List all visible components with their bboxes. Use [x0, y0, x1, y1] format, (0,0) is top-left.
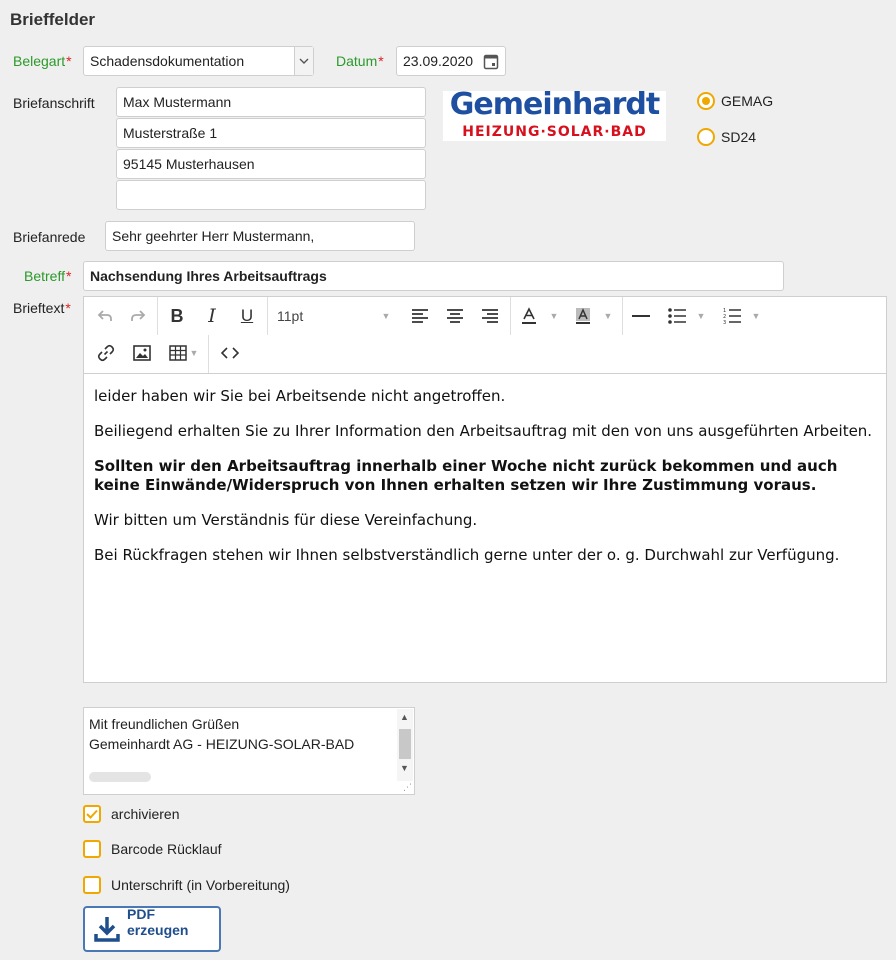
chevron-down-icon[interactable]: ▼ [381, 311, 391, 321]
betreff-label: Betreff* [24, 268, 72, 284]
svg-text:3: 3 [723, 320, 727, 325]
resize-handle-icon[interactable]: ⋰ [403, 782, 412, 792]
section-title: Brieffelder [10, 10, 96, 29]
align-left-icon[interactable] [409, 305, 431, 327]
checkbox-checked[interactable] [83, 805, 101, 823]
briefanrede-label: Briefanrede [13, 229, 86, 245]
radio-gemag[interactable] [697, 92, 773, 110]
belegart-select[interactable] [83, 46, 314, 76]
betreff-input[interactable]: Nachsendung Ihres Arbeitsauftrags [83, 261, 784, 291]
chevron-down-icon[interactable]: ▼ [603, 311, 613, 321]
chevron-down-icon[interactable]: ▼ [696, 311, 706, 321]
paragraph: leider haben wir Sie bei Arbeitsende nicht angetroffen. [94, 387, 506, 405]
radio-sd24[interactable] [697, 128, 756, 146]
chevron-down-icon[interactable]: ▼ [549, 311, 559, 321]
numbered-list-icon[interactable] [721, 305, 743, 327]
scrollbar-thumb[interactable] [399, 729, 411, 759]
briefanschrift-label: Briefanschrift [13, 95, 95, 111]
radio-gemag-label: GEMAG [721, 93, 774, 109]
briefanrede-input[interactable]: Sehr geehrter Herr Mustermann, [105, 221, 415, 251]
table-icon[interactable] [167, 342, 189, 364]
brieftext-label: Brieftext* [13, 300, 71, 316]
italic-icon[interactable]: I [208, 305, 216, 327]
align-center-icon[interactable] [444, 305, 466, 327]
closing-line-2: Gemeinhardt AG - HEIZUNG-SOLAR-BAD [89, 736, 355, 752]
font-size-select[interactable]: 11pt [277, 308, 304, 324]
scroll-up-icon[interactable]: ▲ [400, 712, 409, 722]
paragraph: Beiliegend erhalten Sie zu Ihrer Information den Arbeitsauftrag mit den von uns ausgeführten Arbeiten. [94, 422, 873, 440]
chevron-down-icon[interactable]: ▼ [751, 311, 761, 321]
pdf-button-label: PDF erzeugen [127, 906, 189, 938]
logo-tagline: HEIZUNG·SOLAR·BAD [462, 124, 647, 140]
datum-field[interactable] [396, 46, 506, 76]
image-icon[interactable] [131, 342, 153, 364]
checkbox-unterschrift[interactable] [83, 876, 290, 894]
horizontal-line-icon[interactable] [630, 305, 652, 327]
editor-toolbar [84, 297, 886, 374]
belegart-value: Schadensdokumentation [90, 53, 245, 69]
redo-icon[interactable] [127, 305, 149, 327]
checkbox-barcode-label: Barcode Rücklauf [111, 841, 222, 857]
checkbox-unchecked[interactable] [83, 876, 101, 894]
paragraph: Bei Rückfragen stehen wir Ihnen selbstverständlich gerne unter der o. g. Durchwahl zur Verfügung. [94, 546, 840, 564]
checkbox-barcode-ruecklauf[interactable] [83, 840, 222, 858]
editor-content[interactable] [94, 387, 879, 581]
company-logo [443, 87, 666, 141]
closing-textarea[interactable] [83, 707, 415, 795]
radio-circle-selected[interactable] [697, 92, 715, 110]
text-color-icon[interactable] [518, 305, 540, 327]
address-line-3[interactable]: 95145 Musterhausen [116, 149, 426, 179]
chevron-down-icon[interactable] [294, 47, 313, 75]
scroll-down-icon[interactable]: ▼ [400, 763, 409, 773]
align-right-icon[interactable] [479, 305, 501, 327]
textarea-scrollbar[interactable] [397, 709, 413, 781]
underline-icon[interactable]: U [240, 306, 254, 325]
datum-value: 23.09.2020 [403, 53, 474, 69]
bold-icon[interactable]: B [170, 305, 184, 326]
datum-label: Datum* [336, 53, 384, 69]
source-code-icon[interactable] [218, 342, 242, 364]
paragraph: Wir bitten um Verständnis für diese Vereinfachung. [94, 511, 478, 529]
rich-text-editor[interactable] [83, 296, 887, 683]
background-color-icon[interactable] [572, 305, 594, 327]
logo-name: Gemeinhardt [449, 87, 660, 122]
radio-sd24-label: SD24 [721, 129, 757, 145]
checkbox-unchecked[interactable] [83, 840, 101, 858]
calendar-icon[interactable] [483, 53, 499, 73]
svg-text:2: 2 [723, 314, 727, 320]
chevron-down-icon[interactable]: ▼ [189, 348, 199, 358]
undo-icon[interactable] [94, 305, 116, 327]
address-line-2[interactable]: Musterstraße 1 [116, 118, 426, 148]
download-icon [94, 915, 120, 943]
paragraph-bold: Sollten wir den Arbeitsauftrag innerhalb einer Woche nicht zurück bekommen und auch keine Einwände/Widerspruch von Ihnen erhalten setzen wir Ihre Zustimmung voraus. [94, 457, 838, 494]
closing-line-1: Mit freundlichen Grüßen [89, 716, 240, 732]
checkbox-archivieren-label: archivieren [111, 806, 180, 822]
belegart-label: Belegart* [13, 53, 72, 69]
radio-circle[interactable] [697, 128, 715, 146]
pdf-erzeugen-button[interactable] [83, 906, 221, 952]
address-line-1[interactable]: Max Mustermann [116, 87, 426, 117]
checkbox-archivieren[interactable] [83, 805, 179, 823]
svg-text:1: 1 [723, 308, 727, 314]
blurred-signature-name [89, 772, 151, 782]
checkbox-unterschrift-label: Unterschrift (in Vorbereitung) [111, 877, 290, 893]
bullet-list-icon[interactable] [666, 305, 688, 327]
address-line-4[interactable] [116, 180, 426, 210]
link-icon[interactable] [95, 342, 117, 364]
